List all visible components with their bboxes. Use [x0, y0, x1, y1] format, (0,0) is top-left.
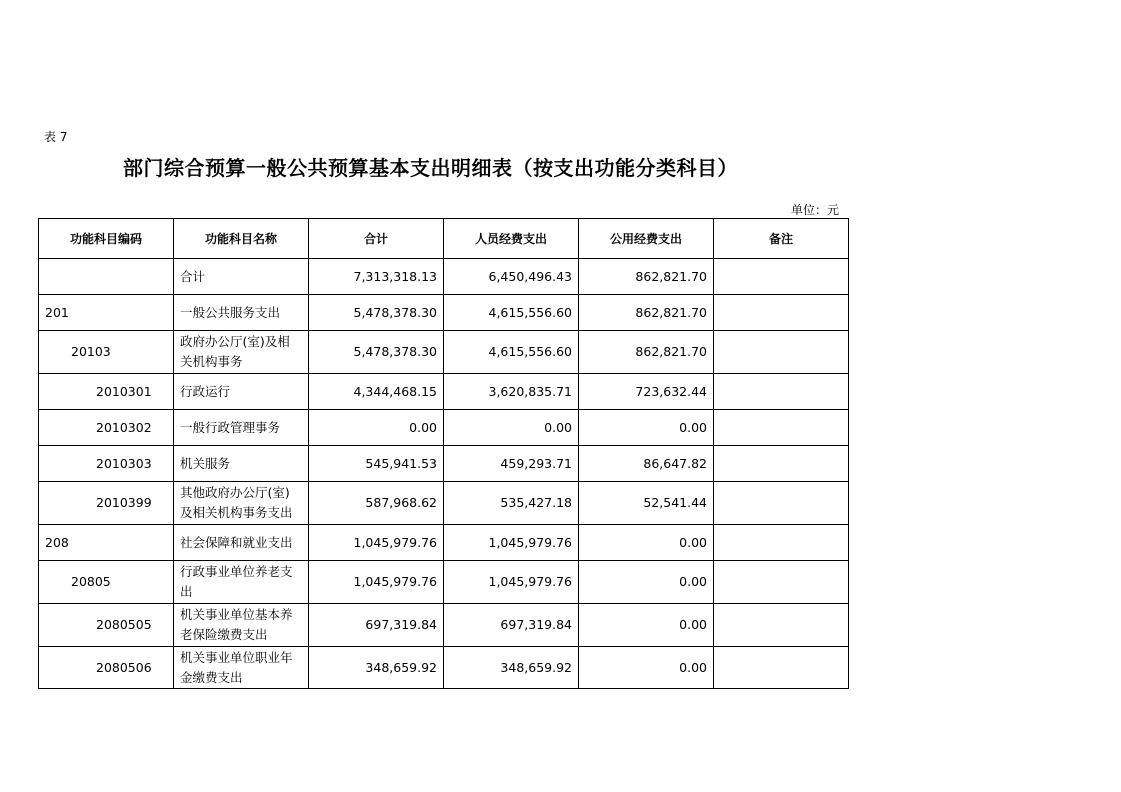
code-cell: 2080506 — [39, 647, 174, 689]
total-cell: 1,045,979.76 — [309, 525, 444, 561]
personnel-cell: 697,319.84 — [444, 604, 579, 647]
table-row — [39, 647, 849, 689]
name-cell: 社会保障和就业支出 — [174, 525, 309, 561]
name-cell: 行政事业单位养老支出 — [174, 561, 309, 604]
name-cell: 合计 — [174, 259, 309, 295]
table-row — [39, 525, 849, 561]
personnel-cell: 0.00 — [444, 410, 579, 446]
total-cell: 697,319.84 — [309, 604, 444, 647]
total-cell: 1,045,979.76 — [309, 561, 444, 604]
total-cell: 4,344,468.15 — [309, 374, 444, 410]
public-cell: 723,632.44 — [579, 374, 714, 410]
header-personnel: 人员经费支出 — [444, 219, 579, 259]
note-cell — [714, 331, 849, 374]
total-cell: 545,941.53 — [309, 446, 444, 482]
personnel-cell: 1,045,979.76 — [444, 561, 579, 604]
note-cell — [714, 446, 849, 482]
public-cell: 0.00 — [579, 525, 714, 561]
personnel-cell: 4,615,556.60 — [444, 331, 579, 374]
table-row — [39, 374, 849, 410]
code-cell: 20805 — [39, 561, 174, 604]
public-cell: 0.00 — [579, 410, 714, 446]
public-cell: 0.00 — [579, 604, 714, 647]
header-public: 公用经费支出 — [579, 219, 714, 259]
code-cell: 201 — [39, 295, 174, 331]
note-cell — [714, 374, 849, 410]
code-cell: 20103 — [39, 331, 174, 374]
public-cell: 862,821.70 — [579, 331, 714, 374]
table-row — [39, 482, 849, 525]
total-cell: 348,659.92 — [309, 647, 444, 689]
table-row — [39, 446, 849, 482]
code-cell: 2010302 — [39, 410, 174, 446]
header-total: 合计 — [309, 219, 444, 259]
table-row — [39, 295, 849, 331]
page-title: 部门综合预算一般公共预算基本支出明细表（按支出功能分类科目） — [123, 156, 738, 180]
personnel-cell: 6,450,496.43 — [444, 259, 579, 295]
total-cell: 0.00 — [309, 410, 444, 446]
total-cell: 5,478,378.30 — [309, 331, 444, 374]
code-cell: 208 — [39, 525, 174, 561]
public-cell: 86,647.82 — [579, 446, 714, 482]
personnel-cell: 1,045,979.76 — [444, 525, 579, 561]
personnel-cell: 459,293.71 — [444, 446, 579, 482]
code-cell: 2010399 — [39, 482, 174, 525]
note-cell — [714, 259, 849, 295]
public-cell: 0.00 — [579, 647, 714, 689]
name-cell: 一般行政管理事务 — [174, 410, 309, 446]
name-cell: 其他政府办公厅(室)及相关机构事务支出 — [174, 482, 309, 525]
table-row — [39, 331, 849, 374]
total-cell: 5,478,378.30 — [309, 295, 444, 331]
public-cell: 0.00 — [579, 561, 714, 604]
header-code: 功能科目编码 — [39, 219, 174, 259]
note-cell — [714, 525, 849, 561]
personnel-cell: 4,615,556.60 — [444, 295, 579, 331]
code-cell: 2080505 — [39, 604, 174, 647]
public-cell: 862,821.70 — [579, 259, 714, 295]
personnel-cell: 348,659.92 — [444, 647, 579, 689]
personnel-cell: 3,620,835.71 — [444, 374, 579, 410]
name-cell: 机关事业单位职业年金缴费支出 — [174, 647, 309, 689]
note-cell — [714, 647, 849, 689]
note-cell — [714, 561, 849, 604]
note-cell — [714, 604, 849, 647]
code-cell: 2010303 — [39, 446, 174, 482]
table-header-row — [39, 219, 849, 259]
note-cell — [714, 482, 849, 525]
name-cell: 机关服务 — [174, 446, 309, 482]
total-cell: 7,313,318.13 — [309, 259, 444, 295]
table-tag: 表 7 — [44, 130, 68, 144]
name-cell: 一般公共服务支出 — [174, 295, 309, 331]
personnel-cell: 535,427.18 — [444, 482, 579, 525]
table-row — [39, 259, 849, 295]
note-cell — [714, 295, 849, 331]
total-cell: 587,968.62 — [309, 482, 444, 525]
public-cell: 862,821.70 — [579, 295, 714, 331]
table-row — [39, 604, 849, 647]
table-row — [39, 410, 849, 446]
code-cell: 2010301 — [39, 374, 174, 410]
budget-table — [38, 218, 849, 689]
name-cell: 政府办公厅(室)及相关机构事务 — [174, 331, 309, 374]
header-name: 功能科目名称 — [174, 219, 309, 259]
unit-label: 单位：元 — [791, 203, 840, 217]
note-cell — [714, 410, 849, 446]
code-cell — [39, 259, 174, 295]
public-cell: 52,541.44 — [579, 482, 714, 525]
header-note: 备注 — [714, 219, 849, 259]
table-row — [39, 561, 849, 604]
name-cell: 行政运行 — [174, 374, 309, 410]
name-cell: 机关事业单位基本养老保险缴费支出 — [174, 604, 309, 647]
